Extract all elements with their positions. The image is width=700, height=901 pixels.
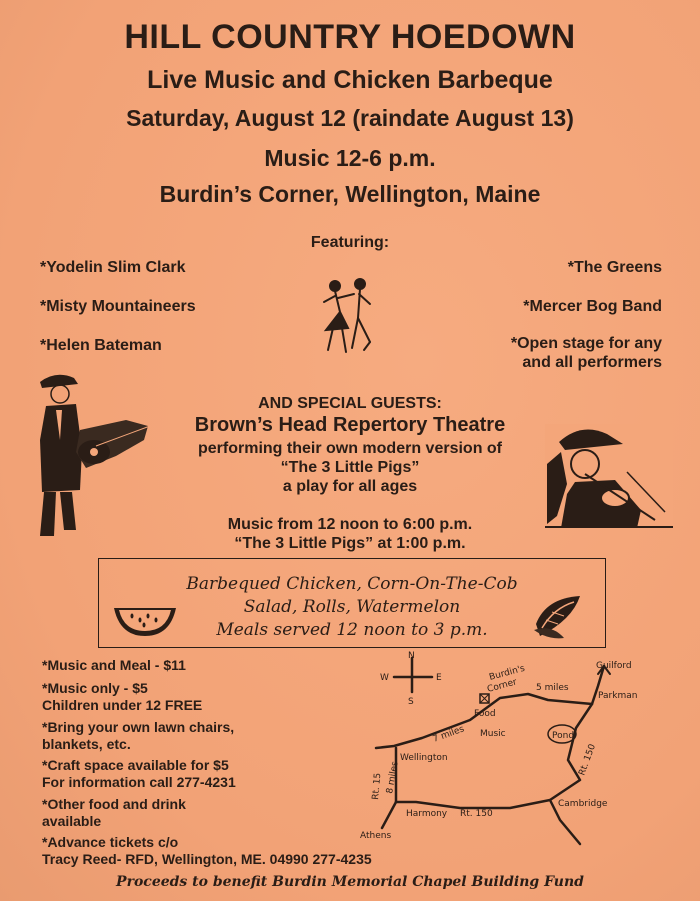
info-item: blankets, etc. bbox=[42, 736, 131, 752]
map-label-rt150-east: Rt. 150 bbox=[577, 742, 598, 778]
music-schedule: Music from 12 noon to 6:00 p.m. bbox=[227, 516, 473, 533]
performer-item: *Helen Bateman bbox=[40, 337, 162, 354]
menu-line: Barbequed Chicken, Corn-On-The-Cob bbox=[186, 574, 518, 594]
play-audience: a play for all ages bbox=[282, 478, 418, 495]
info-item: *Advance tickets c/o bbox=[42, 834, 179, 850]
performer-item: *Misty Mountaineers bbox=[40, 298, 196, 315]
map-label-guilford: Guilford bbox=[596, 661, 632, 671]
footer-note: Proceeds to benefit Burdin Memorial Chapel Building Fund bbox=[116, 874, 584, 890]
map-label-8-miles: 8 miles bbox=[385, 760, 401, 795]
map-label-5-miles: 5 miles bbox=[536, 683, 569, 693]
map-label-harmony: Harmony bbox=[406, 809, 448, 819]
flyer-title: HILL COUNTRY HOEDOWN bbox=[124, 18, 576, 56]
info-item: available bbox=[42, 813, 102, 829]
map-label-pond: Pond bbox=[552, 731, 575, 741]
map-label-rt15: Rt. 15 bbox=[371, 772, 384, 801]
dancers-illustration bbox=[318, 278, 378, 364]
info-item: *Other food and drink bbox=[42, 796, 186, 812]
info-item: *Music and Meal - $11 bbox=[42, 657, 186, 673]
performer-item-open-stage bbox=[511, 334, 662, 372]
info-item: Tracy Reed- RFD, Wellington, ME. 04990 277-4235 bbox=[42, 851, 372, 867]
map-label-burdins: Burdin's bbox=[488, 663, 527, 683]
map-label-rt150-south: Rt. 150 bbox=[460, 809, 493, 819]
compass-s: S bbox=[408, 697, 414, 707]
map-label-music: Music bbox=[480, 729, 506, 739]
guest-description: performing their own modern version of bbox=[197, 440, 503, 457]
performer-item: *Mercer Bog Band bbox=[523, 298, 662, 315]
performer-item: *Yodelin Slim Clark bbox=[40, 259, 186, 276]
guest-name: Brown’s Head Repertory Theatre bbox=[194, 414, 506, 436]
event-location: Burdin’s Corner, Wellington, Maine bbox=[159, 181, 541, 207]
compass-n: N bbox=[408, 651, 415, 661]
map-label-7-miles: 7 miles bbox=[431, 724, 466, 745]
info-item: *Craft space available for $5 bbox=[42, 757, 229, 773]
map-label-wellington: Wellington bbox=[400, 753, 448, 763]
featuring-heading: Featuring: bbox=[310, 234, 390, 251]
open-stage-line: *Open stage for any bbox=[510, 335, 662, 352]
open-stage-line: and all performers bbox=[522, 354, 662, 371]
menu-line: Meals served 12 noon to 3 p.m. bbox=[216, 620, 488, 640]
music-hours: Music 12-6 p.m. bbox=[264, 145, 436, 171]
menu-line: Salad, Rolls, Watermelon bbox=[243, 597, 461, 617]
event-date: Saturday, August 12 (raindate August 13) bbox=[126, 105, 574, 131]
map-label-food: Food bbox=[474, 709, 496, 719]
compass-w: W bbox=[380, 673, 389, 683]
special-guests-heading: AND SPECIAL GUESTS: bbox=[258, 395, 442, 412]
corn-icon bbox=[532, 594, 584, 642]
performer-item: *The Greens bbox=[567, 259, 662, 276]
map-label-corner: Corner bbox=[486, 677, 519, 695]
map-label-cambridge: Cambridge bbox=[558, 799, 608, 809]
info-item: Children under 12 FREE bbox=[42, 697, 203, 713]
map-label-athens: Athens bbox=[360, 831, 392, 841]
directions-map bbox=[360, 650, 650, 850]
watermelon-icon bbox=[112, 604, 178, 638]
play-title: “The 3 Little Pigs” bbox=[280, 459, 420, 476]
info-item: For information call 277-4231 bbox=[42, 774, 236, 790]
flyer-subtitle: Live Music and Chicken Barbeque bbox=[147, 66, 553, 94]
map-label-parkman: Parkman bbox=[598, 691, 638, 701]
compass-e: E bbox=[436, 673, 442, 683]
info-item: *Music only - $5 bbox=[42, 680, 148, 696]
play-schedule: “The 3 Little Pigs” at 1:00 p.m. bbox=[234, 535, 466, 552]
info-item: *Bring your own lawn chairs, bbox=[42, 719, 235, 735]
